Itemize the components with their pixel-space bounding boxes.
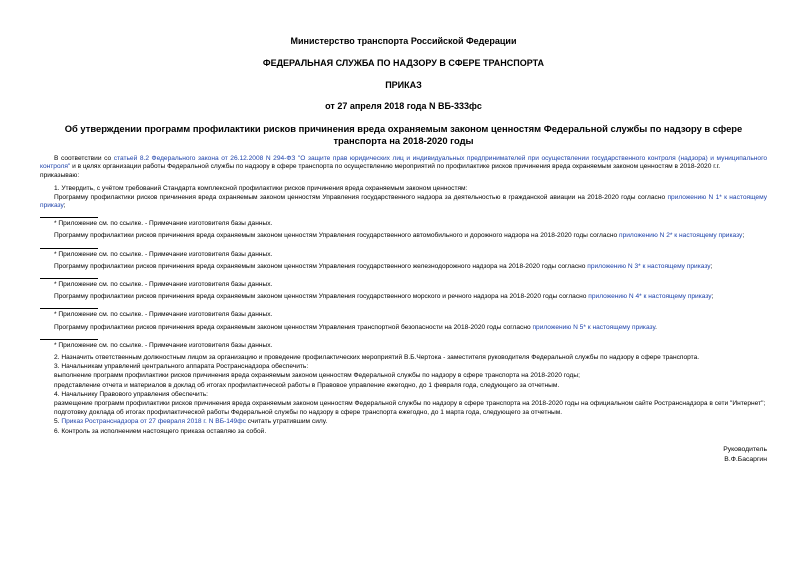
program-5	[40, 324, 767, 332]
order-word: приказываю:	[40, 172, 80, 180]
item-3b: представление отчета и материалов в доклад об итогах профилактической работы в Правовое управление ежегодно, до 1 февраля года, следующего за отчетным.	[54, 381, 560, 389]
document-type: ПРИКАЗ	[385, 80, 422, 90]
document-date-number: от 27 апреля 2018 года N ВБ-333фс	[325, 101, 482, 111]
document-body	[40, 147, 767, 436]
appendix-1-link[interactable]: приложению N 1* к настоящему приказу	[40, 193, 767, 210]
item-3a: выполнение программ профилактики рисков причинения вреда охраняемым законом ценностям Федеральной службы по надзору в сфере транспорта на 2018-2020 годы;	[54, 372, 580, 380]
signatory-name: В.Ф.Басаргин	[724, 455, 767, 463]
program-2-text: Программу профилактики рисков причинения вреда охраняемым законом ценностям Управления государственного автомобильного и дорожного надзора на 2018-2020 годы согласно	[54, 232, 620, 240]
appendix-3-link[interactable]: приложению N 3* к настоящему приказу	[587, 262, 711, 270]
signature-block	[40, 437, 767, 465]
item-4b: подготовку доклада об итогах профилактической работы Федеральной службы по надзору в сфере транспорта ежегодно, до 1 марта года, следующего за отчетным.	[54, 409, 563, 417]
program-1-end: ;	[63, 202, 66, 210]
program-4-end: ;	[711, 293, 714, 301]
intro-text-2: и в целях организации работы Федеральной службы по надзору в сфере транспорта по осуществлению мероприятий по профилактике рисков причинения вреда охраняемым законом ценностям в 2018-2020 г.г.	[70, 163, 721, 171]
footnote-separator	[40, 248, 98, 249]
program-2	[40, 232, 767, 240]
item-6: 6. Контроль за исполнением настоящего приказа оставляю за собой.	[54, 427, 267, 435]
service-name: ФЕДЕРАЛЬНАЯ СЛУЖБА ПО НАДЗОРУ В СФЕРЕ ТРАНСПОРТА	[262, 58, 545, 68]
item-1: 1. Утвердить, с учётом требований Стандарта комплексной профилактики рисков причинения вреда охраняемым законом ценностям:	[54, 184, 468, 192]
repealed-order-link[interactable]: Приказ Ространснадзора от 27 февраля 2018 г. N ВБ-149фс	[61, 418, 246, 426]
item-5-suffix: считать утратившим силу.	[245, 418, 328, 426]
program-3-text: Программу профилактики рисков причинения вреда охраняемым законом ценностям Управления государственного железнодорожного надзора на 2018-2020 годы согласно	[54, 262, 588, 270]
intro-paragraph	[40, 155, 767, 171]
item-4: 4. Начальнику Правового управления обеспечить:	[54, 390, 208, 398]
program-5-end: .	[655, 323, 657, 331]
footnote-separator	[40, 339, 98, 340]
footnote-separator	[40, 278, 98, 279]
program-3-end: ;	[710, 262, 713, 270]
footnote-2: * Приложение см. по ссылке. - Примечание изготовителя базы данных.	[54, 250, 273, 258]
ministry-name: Министерство транспорта Российской Федерации	[290, 36, 517, 46]
program-2-end: ;	[742, 232, 745, 240]
appendix-2-link[interactable]: приложению N 2* к настоящему приказу	[619, 232, 743, 240]
item-5-prefix: 5.	[54, 418, 62, 426]
program-4	[40, 293, 767, 301]
item-3: 3. Начальникам управлений центрального аппарата Ространснадзора обеспечить:	[54, 363, 309, 371]
document-title: Об утверждении программ профилактики рисков причинения вреда охраняемым законом ценностям Федеральной службы по надзору в сфере транспорта на 2018-2020 годы	[64, 123, 743, 146]
intro-text-1: В соответствии со	[54, 155, 114, 162]
item-5	[40, 418, 767, 426]
appendix-5-link[interactable]: приложению N 5* к настоящему приказу	[532, 323, 656, 331]
program-4-text: Программу профилактики рисков причинения вреда охраняемым законом ценностям Управления государственного морского и речного надзора на 2018-2020 годы согласно	[54, 293, 589, 301]
item-2: 2. Назначить ответственным должностным лицом за организацию и проведение профилактических мероприятий В.Б.Чертока - заместителя руководителя Федеральной службы по надзору в сфере транспорта.	[54, 354, 700, 362]
signatory-position: Руководитель	[723, 445, 767, 453]
program-5-text: Программу профилактики рисков причинения вреда охраняемым законом ценностям Управления транспортной безопасности на 2018-2020 годы согласно	[54, 323, 533, 331]
program-3	[40, 263, 767, 271]
footnote-1: * Приложение см. по ссылке. - Примечание изготовителя базы данных.	[54, 220, 273, 228]
appendix-4-link[interactable]: приложению N 4* к настоящему приказу	[588, 293, 712, 301]
footnote-5: * Приложение см. по ссылке. - Примечание изготовителя базы данных.	[54, 341, 273, 349]
footnote-separator	[40, 308, 98, 309]
program-1-text: Программу профилактики рисков причинения вреда охраняемым законом ценностям Управления государственного надзора за деятельностью в гражданской авиации на 2018-2020 годы согласно	[54, 193, 668, 201]
item-4a: размещение программ профилактики рисков причинения вреда охраняемым законом ценностям Федеральной службы по надзору в сфере транспорта на 2018-2020 годы на официальном сайте Ространснадзора в сети "Интернет";	[54, 400, 766, 408]
footnote-3: * Приложение см. по ссылке. - Примечание изготовителя базы данных.	[54, 281, 273, 289]
program-1	[40, 194, 767, 210]
law-link[interactable]: статьей 8.2 Федерального закона от 26.12.2008 N 294-ФЗ "О защите прав юридических лиц и индивидуальных предпринимателей при осуществлении государственного контроля (надзора) и муниципального контроля"	[40, 155, 767, 171]
footnote-4: * Приложение см. по ссылке. - Примечание изготовителя базы данных.	[54, 311, 273, 319]
footnote-separator	[40, 217, 98, 218]
